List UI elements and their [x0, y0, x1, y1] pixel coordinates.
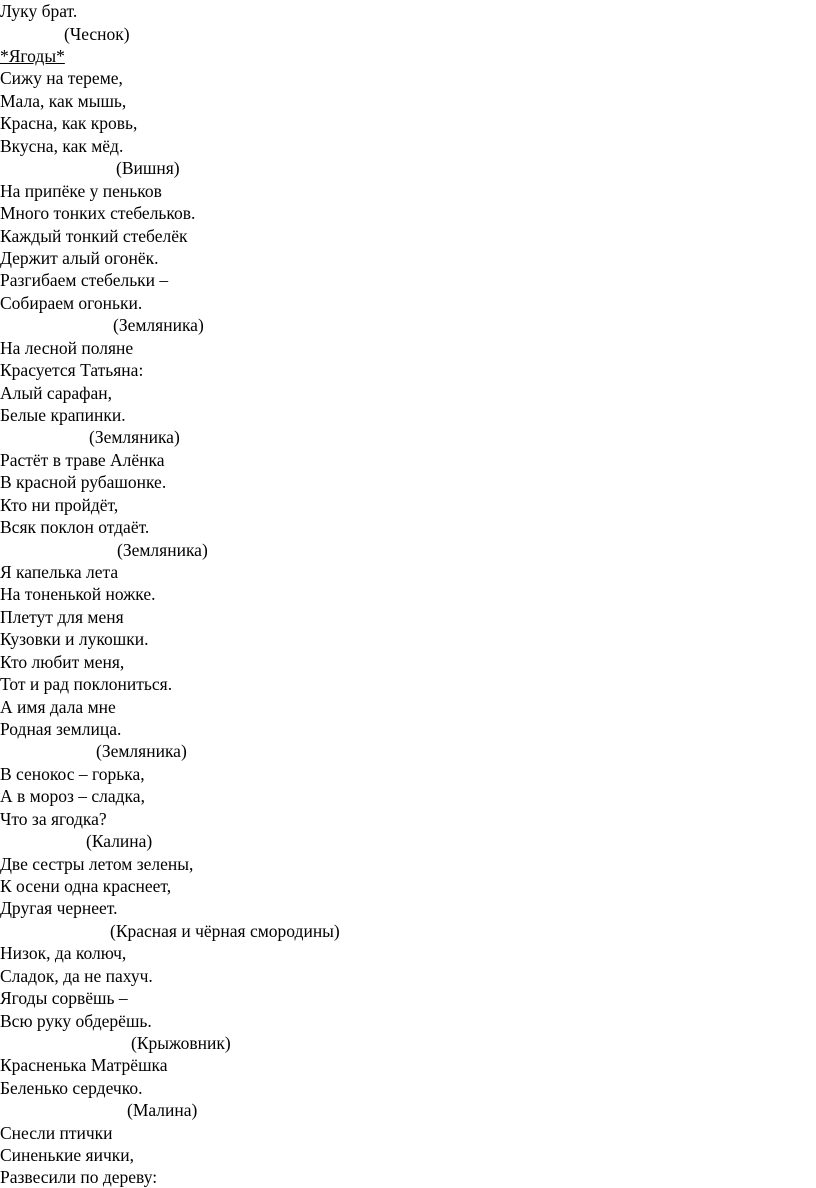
riddle-line: Две сестры летом зелены, — [0, 854, 194, 874]
riddle-line: Собираем огоньки. — [0, 293, 143, 313]
riddle-line: А имя дала мне — [0, 697, 116, 717]
riddle-line: Низок, да колюч, — [0, 943, 127, 963]
riddle-line: Разгибаем стебельки – — [0, 270, 169, 290]
riddle-line: А в мороз – сладка, — [0, 786, 145, 806]
riddle-line: Сладок, да не пахуч. — [0, 966, 153, 986]
riddle-answer: (Земляника) — [117, 540, 208, 560]
riddle-line: Родная землица. — [0, 719, 122, 739]
riddle-line: К осени одна краснеет, — [0, 876, 172, 896]
riddle-answer: (Земляника) — [89, 427, 180, 447]
riddle-line: Я капелька лета — [0, 562, 119, 582]
riddle-line: Развесили по дереву: — [0, 1167, 158, 1187]
riddle-answer: (Земляника) — [113, 315, 204, 335]
riddle-line: Кто ни пройдёт, — [0, 495, 119, 515]
riddle-line: Растёт в траве Алёнка — [0, 450, 165, 470]
riddle-line: Сижу на тереме, — [0, 68, 123, 88]
riddle-line: Плетут для меня — [0, 607, 124, 627]
riddle-line: Всю руку обдерёшь. — [0, 1011, 152, 1031]
riddle-line: Другая чернеет. — [0, 898, 118, 918]
riddle-line: На тоненькой ножке. — [0, 584, 156, 604]
riddle-line: Луку брат. — [0, 1, 78, 21]
riddle-line: Снесли птички — [0, 1123, 113, 1143]
riddle-line: В красной рубашонке. — [0, 472, 167, 492]
riddle-answer: (Красная и чёрная смородины) — [110, 921, 340, 941]
riddle-line: Кто любит меня, — [0, 652, 125, 672]
riddle-answer: (Калина) — [86, 831, 153, 851]
riddle-line: Красуется Татьяна: — [0, 360, 144, 380]
riddle-line: Синенькие яички, — [0, 1145, 134, 1165]
riddle-line: Что за ягодка? — [0, 809, 107, 829]
riddle-line: На лесной поляне — [0, 338, 134, 358]
riddle-line: Беленько сердечко. — [0, 1078, 143, 1098]
riddle-answer: (Земляника) — [96, 741, 187, 761]
riddle-line: Много тонких стебельков. — [0, 203, 196, 223]
section-heading: *Ягоды* — [0, 46, 65, 66]
riddle-line: Тот и рад поклониться. — [0, 674, 173, 694]
riddle-answer: (Малина) — [127, 1100, 198, 1120]
riddle-line: Ягоды сорвёшь – — [0, 988, 128, 1008]
riddle-line: В сенокос – горька, — [0, 764, 145, 784]
riddle-line: Белые крапинки. — [0, 405, 126, 425]
riddle-line: На припёке у пеньков — [0, 181, 162, 201]
riddle-line: Всяк поклон отдаёт. — [0, 517, 150, 537]
riddle-line: Вкусна, как мёд. — [0, 136, 124, 156]
riddle-line: Кузовки и лукошки. — [0, 629, 149, 649]
riddle-answer: (Чеснок) — [64, 24, 130, 44]
riddle-answer: (Вишня) — [116, 158, 180, 178]
riddle-answer: (Крыжовник) — [131, 1033, 231, 1053]
riddle-line: Алый сарафан, — [0, 383, 112, 403]
riddle-line: Каждый тонкий стебелёк — [0, 226, 188, 246]
riddle-line: Мала, как мышь, — [0, 91, 127, 111]
riddle-line: Держит алый огонёк. — [0, 248, 159, 268]
riddle-line: Красненька Матрёшка — [0, 1055, 168, 1075]
riddle-line: Красна, как кровь, — [0, 113, 138, 133]
